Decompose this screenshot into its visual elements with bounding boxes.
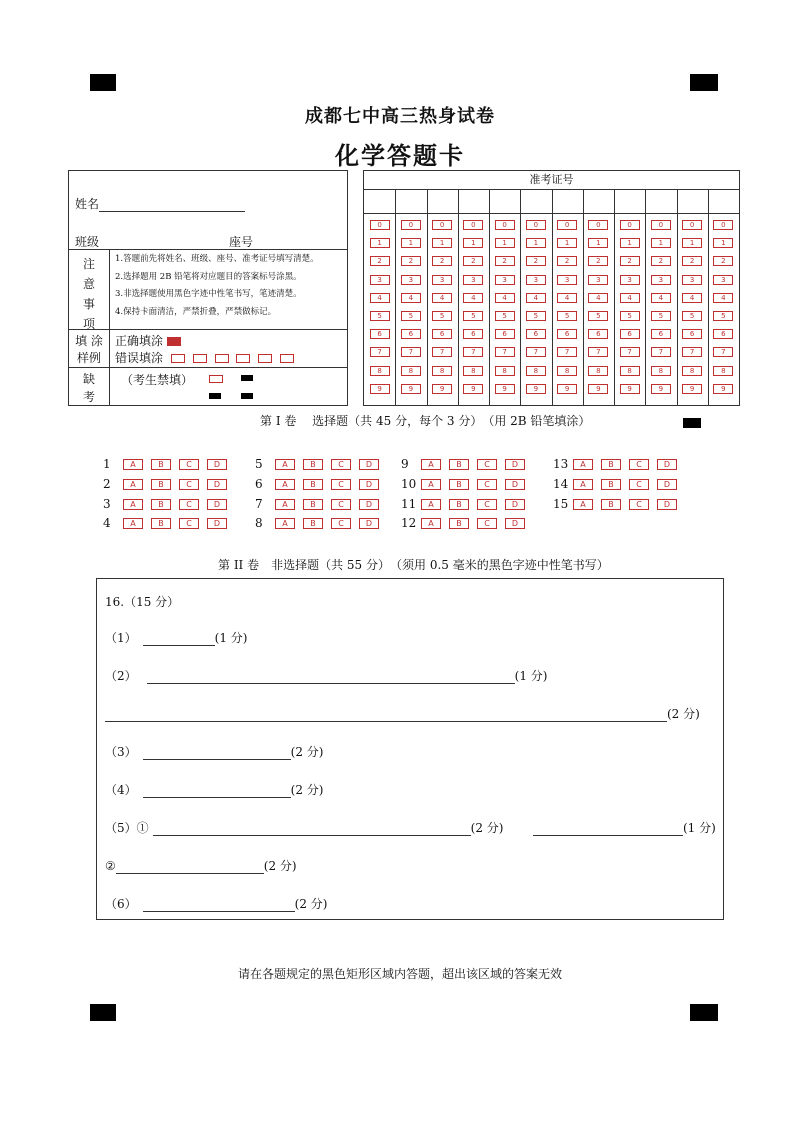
school-title: 成都七中高三热身试卷 [305, 106, 495, 127]
option-bubble[interactable]: C [629, 499, 649, 510]
choice-question [553, 477, 685, 491]
position-mark-section [683, 418, 701, 428]
option-bubble[interactable]: D [359, 459, 379, 470]
exam-digit-bubble[interactable]: 7 [526, 347, 546, 357]
option-bubble[interactable]: C [477, 499, 497, 510]
option-bubble[interactable]: A [421, 479, 441, 490]
notice-word-1: 注 [82, 257, 95, 271]
absent-mark [209, 393, 221, 399]
exam-digit-bubble[interactable]: 2 [713, 256, 733, 266]
exam-digit-bubble[interactable]: 5 [682, 311, 702, 321]
card-title: 化学答题卡 [335, 141, 465, 170]
part-4-line[interactable]: （4） (2 分) [105, 783, 324, 797]
question-number: 8 [255, 516, 263, 530]
exam-digit-bubble[interactable]: 7 [401, 347, 421, 357]
option-bubble[interactable]: D [359, 499, 379, 510]
exam-digit-bubble[interactable]: 3 [651, 275, 671, 285]
choice-question [553, 497, 685, 511]
exam-digit-bubble[interactable]: 3 [495, 275, 515, 285]
exam-digit-bubble[interactable]: 9 [557, 384, 577, 394]
exam-digit-bubble[interactable]: 8 [651, 366, 671, 376]
exam-digit-bubble[interactable]: 4 [401, 293, 421, 303]
question-number: 15 [553, 497, 569, 511]
option-bubble[interactable]: D [207, 518, 227, 529]
option-bubble[interactable]: B [151, 479, 171, 490]
position-mark-bottom-right [690, 1004, 718, 1021]
exam-digit-bubble[interactable]: 1 [463, 238, 483, 248]
exam-digit-bubble[interactable]: 0 [401, 220, 421, 230]
exam-digit-bubble[interactable]: 7 [588, 347, 608, 357]
question-number: 14 [553, 477, 569, 491]
exam-digit-bubble[interactable]: 0 [526, 220, 546, 230]
position-mark-top-right [690, 74, 718, 91]
option-bubble[interactable]: A [275, 459, 295, 470]
exam-digit-bubble[interactable]: 9 [588, 384, 608, 394]
option-bubble[interactable]: D [359, 479, 379, 490]
question-16-title: 16.（15 分） [105, 595, 180, 609]
exam-digit-bubble[interactable]: 5 [651, 311, 671, 321]
exam-digit-bubble[interactable]: 0 [651, 220, 671, 230]
option-bubble[interactable]: C [331, 518, 351, 529]
absent-note: （考生禁填） [121, 373, 194, 387]
exam-digit-bubble[interactable]: 4 [557, 293, 577, 303]
option-bubble[interactable]: B [601, 459, 621, 470]
exam-digit-bubble[interactable]: 6 [651, 329, 671, 339]
exam-digit-bubble[interactable]: 8 [713, 366, 733, 376]
exam-digit-bubble[interactable]: 5 [463, 311, 483, 321]
option-bubble[interactable]: D [505, 459, 525, 470]
notice-word-4: 项 [82, 317, 95, 331]
exam-digit-bubble[interactable]: 2 [651, 256, 671, 266]
position-mark-top-left [90, 74, 116, 91]
option-bubble[interactable]: D [657, 499, 677, 510]
exam-digit-bubble[interactable]: 3 [401, 275, 421, 285]
exam-digit-bubble[interactable]: 8 [401, 366, 421, 376]
choice-question [401, 457, 533, 471]
option-bubble[interactable]: A [275, 479, 295, 490]
exam-digit-bubble[interactable]: 0 [588, 220, 608, 230]
option-bubble[interactable]: D [505, 499, 525, 510]
option-bubble[interactable]: C [331, 479, 351, 490]
choice-question [103, 516, 235, 530]
option-bubble[interactable]: C [179, 499, 199, 510]
question-number: 3 [103, 497, 111, 511]
option-bubble[interactable]: A [275, 518, 295, 529]
exam-digit-bubble[interactable]: 6 [463, 329, 483, 339]
exam-digit-bubble[interactable]: 2 [370, 256, 390, 266]
exam-digit-bubble[interactable]: 5 [588, 311, 608, 321]
question-number: 12 [401, 516, 417, 530]
exam-digit-bubble[interactable]: 1 [526, 238, 546, 248]
question-number: 6 [255, 477, 263, 491]
exam-digit-bubble[interactable]: 1 [370, 238, 390, 248]
part-2-continued-line[interactable]: (2 分) [105, 705, 700, 722]
option-bubble[interactable]: D [657, 459, 677, 470]
question-number: 13 [553, 457, 569, 471]
exam-digit-bubble[interactable]: 2 [588, 256, 608, 266]
cross-bubble-icon [215, 354, 229, 363]
question-number: 9 [401, 457, 409, 471]
exam-digit-bubble[interactable]: 8 [370, 366, 390, 376]
exam-digit-bubble[interactable]: 9 [432, 384, 452, 394]
exam-digit-bubble[interactable]: 1 [495, 238, 515, 248]
question-number: 7 [255, 497, 263, 511]
exam-digit-bubble[interactable]: 4 [620, 293, 640, 303]
choice-question [255, 497, 387, 511]
question-number: 1 [103, 457, 111, 471]
exam-digit-bubble[interactable]: 5 [557, 311, 577, 321]
position-mark-bottom-left [90, 1004, 116, 1021]
exam-number-grid [363, 170, 740, 406]
answer-area-q16 [96, 578, 724, 920]
exam-digit-bubble[interactable]: 7 [495, 347, 515, 357]
part-6-line[interactable]: （6） (2 分) [105, 897, 328, 911]
exam-digit-bubble[interactable]: 1 [432, 238, 452, 248]
option-bubble[interactable]: C [477, 518, 497, 529]
exam-digit-bubble[interactable]: 1 [651, 238, 671, 248]
exam-digit-bubble[interactable]: 5 [620, 311, 640, 321]
circle-bubble-icon [258, 354, 272, 363]
half-bubble-icon [280, 354, 294, 363]
correct-fill-sample: 正确填涂 [115, 332, 181, 349]
exam-digit-bubble[interactable]: 8 [588, 366, 608, 376]
exam-digit-bubble[interactable]: 1 [401, 238, 421, 248]
exam-digit-bubble[interactable]: 5 [713, 311, 733, 321]
exam-digit-bubble[interactable]: 4 [370, 293, 390, 303]
exam-digit-bubble[interactable]: 6 [526, 329, 546, 339]
seat-field[interactable]: 座号 [229, 233, 319, 250]
exam-digit-bubble[interactable]: 6 [370, 329, 390, 339]
exam-digit-bubble[interactable]: 8 [432, 366, 452, 376]
option-bubble[interactable]: B [449, 459, 469, 470]
absent-mark [241, 393, 253, 399]
exam-digit-bubble[interactable]: 5 [495, 311, 515, 321]
name-field[interactable]: 姓名 [75, 195, 245, 212]
exam-digit-bubble[interactable]: 7 [651, 347, 671, 357]
option-bubble[interactable]: C [477, 459, 497, 470]
option-bubble[interactable]: B [303, 479, 323, 490]
option-bubble[interactable]: C [179, 479, 199, 490]
absent-word-2: 考 [82, 390, 95, 404]
option-bubble[interactable]: A [573, 479, 593, 490]
option-bubble[interactable]: D [207, 499, 227, 510]
section1-title: 第 I 卷 选择题（共 45 分，每个 3 分） （用 2B 铅笔填涂） [260, 414, 591, 428]
exam-digit-bubble[interactable]: 3 [682, 275, 702, 285]
option-bubble[interactable]: B [303, 499, 323, 510]
exam-digit-bubble[interactable]: 4 [526, 293, 546, 303]
slash-bubble-icon [193, 354, 207, 363]
fill-sample-word-1: 填 涂 [75, 334, 103, 348]
exam-digit-bubble[interactable]: 9 [651, 384, 671, 394]
absent-bubble[interactable] [209, 375, 223, 383]
exam-digit-bubble[interactable]: 0 [463, 220, 483, 230]
option-bubble[interactable]: A [421, 518, 441, 529]
student-info-box [68, 170, 348, 406]
exam-digit-bubble[interactable]: 3 [588, 275, 608, 285]
exam-digit-bubble[interactable]: 9 [401, 384, 421, 394]
exam-digit-bubble[interactable]: 0 [495, 220, 515, 230]
exam-digit-bubble[interactable]: 7 [370, 347, 390, 357]
exam-digit-bubble[interactable]: 0 [432, 220, 452, 230]
option-bubble[interactable]: D [207, 479, 227, 490]
filled-bubble-icon [167, 337, 181, 346]
option-bubble[interactable]: C [179, 518, 199, 529]
exam-digit-bubble[interactable]: 8 [620, 366, 640, 376]
exam-digit-bubble[interactable]: 2 [495, 256, 515, 266]
exam-digit-bubble[interactable]: 6 [682, 329, 702, 339]
exam-digit-bubble[interactable]: 9 [463, 384, 483, 394]
option-bubble[interactable]: A [123, 479, 143, 490]
dot-bubble-icon [236, 354, 250, 363]
option-bubble[interactable]: A [275, 499, 295, 510]
question-number: 10 [401, 477, 417, 491]
exam-digit-bubble[interactable]: 3 [713, 275, 733, 285]
choice-question [103, 457, 235, 471]
choice-question [255, 516, 387, 530]
option-bubble[interactable]: B [151, 518, 171, 529]
exam-digit-bubble[interactable]: 7 [557, 347, 577, 357]
choice-question [401, 497, 533, 511]
question-number: 5 [255, 457, 263, 471]
part-3-line[interactable]: （3） (2 分) [105, 745, 324, 759]
class-field[interactable]: 班级 [75, 233, 203, 250]
exam-digit-bubble[interactable]: 4 [682, 293, 702, 303]
option-bubble[interactable]: C [331, 499, 351, 510]
exam-digit-bubble[interactable]: 0 [370, 220, 390, 230]
exam-digit-bubble[interactable]: 8 [463, 366, 483, 376]
option-bubble[interactable]: B [303, 518, 323, 529]
exam-digit-bubble[interactable]: 3 [463, 275, 483, 285]
exam-digit-bubble[interactable]: 1 [588, 238, 608, 248]
exam-digit-bubble[interactable]: 7 [713, 347, 733, 357]
exam-digit-bubble[interactable]: 5 [401, 311, 421, 321]
choice-question [255, 457, 387, 471]
exam-digit-bubble[interactable]: 8 [557, 366, 577, 376]
option-bubble[interactable]: C [477, 479, 497, 490]
part-2-line[interactable]: （2） (1 分) [105, 669, 548, 683]
exam-digit-bubble[interactable]: 6 [620, 329, 640, 339]
part-5-sub-2-line[interactable]: ② (2 分) [105, 859, 297, 873]
exam-digit-bubble[interactable]: 2 [682, 256, 702, 266]
option-bubble[interactable]: B [601, 479, 621, 490]
exam-digit-bubble[interactable]: 0 [682, 220, 702, 230]
notice-word-3: 事 [82, 297, 95, 311]
exam-digit-bubble[interactable]: 1 [620, 238, 640, 248]
exam-digit-bubble[interactable]: 8 [682, 366, 702, 376]
part-5-line[interactable]: （5）① (2 分) [105, 821, 504, 835]
exam-digit-bubble[interactable]: 4 [432, 293, 452, 303]
exam-digit-bubble[interactable]: 9 [682, 384, 702, 394]
exam-digit-bubble[interactable]: 6 [588, 329, 608, 339]
choice-question [103, 477, 235, 491]
option-bubble[interactable]: D [505, 518, 525, 529]
option-bubble[interactable]: A [123, 499, 143, 510]
exam-digit-bubble[interactable]: 1 [682, 238, 702, 248]
option-bubble[interactable]: B [151, 459, 171, 470]
exam-digit-bubble[interactable]: 3 [620, 275, 640, 285]
exam-digit-bubble[interactable]: 3 [557, 275, 577, 285]
option-bubble[interactable]: C [629, 479, 649, 490]
exam-digit-bubble[interactable]: 3 [370, 275, 390, 285]
exam-digit-bubble[interactable]: 4 [651, 293, 671, 303]
exam-digit-bubble[interactable]: 0 [557, 220, 577, 230]
exam-digit-bubble[interactable]: 2 [401, 256, 421, 266]
choice-question [401, 516, 533, 530]
option-bubble[interactable]: A [123, 518, 143, 529]
part-5-second-blank[interactable]: (1 分) [533, 819, 716, 836]
option-bubble[interactable]: D [359, 518, 379, 529]
exam-digit-bubble[interactable]: 6 [401, 329, 421, 339]
choice-question [401, 477, 533, 491]
check-mark-bubble-icon [171, 354, 185, 363]
exam-digit-bubble[interactable]: 9 [713, 384, 733, 394]
option-bubble[interactable]: C [179, 459, 199, 470]
exam-digit-bubble[interactable]: 2 [620, 256, 640, 266]
option-bubble[interactable]: C [331, 459, 351, 470]
option-bubble[interactable]: B [303, 459, 323, 470]
exam-digit-bubble[interactable]: 3 [432, 275, 452, 285]
choice-question [103, 497, 235, 511]
notice-list: 1.答题前先将姓名、班级、座号、准考证号填写清楚。 2.选择题用 2B 铅笔将对应题目的答案标号涂黑。 3.非选择题使用黑色字迹中性笔书写，笔迹清楚。 4.保持卡面清洁，严禁折叠，严禁做标记。 [115, 254, 319, 317]
exam-digit-bubble[interactable]: 6 [713, 329, 733, 339]
section2-title: 第 II 卷 非选择题（共 55 分） （须用 0.5 毫米的黑色字迹中性笔书写） [218, 558, 609, 572]
fill-sample-word-2: 样例 [76, 351, 101, 365]
exam-digit-bubble[interactable]: 9 [620, 384, 640, 394]
exam-digit-bubble[interactable]: 6 [432, 329, 452, 339]
exam-digit-bubble[interactable]: 0 [713, 220, 733, 230]
option-bubble[interactable]: D [505, 479, 525, 490]
option-bubble[interactable]: A [421, 499, 441, 510]
question-number: 11 [401, 497, 417, 511]
exam-digit-bubble[interactable]: 5 [526, 311, 546, 321]
exam-digit-bubble[interactable]: 5 [432, 311, 452, 321]
option-bubble[interactable]: B [601, 499, 621, 510]
exam-digit-bubble[interactable]: 8 [526, 366, 546, 376]
option-bubble[interactable]: A [573, 499, 593, 510]
absent-word-1: 缺 [82, 372, 95, 386]
exam-digit-bubble[interactable]: 1 [713, 238, 733, 248]
exam-digit-bubble[interactable]: 7 [682, 347, 702, 357]
exam-digit-bubble[interactable]: 6 [557, 329, 577, 339]
exam-digit-bubble[interactable]: 4 [713, 293, 733, 303]
exam-digit-bubble[interactable]: 9 [526, 384, 546, 394]
exam-digit-bubble[interactable]: 7 [432, 347, 452, 357]
choice-question [255, 477, 387, 491]
option-bubble[interactable]: B [449, 479, 469, 490]
part-1-line[interactable]: （1） (1 分) [105, 631, 248, 645]
exam-digit-bubble[interactable]: 0 [620, 220, 640, 230]
exam-digit-bubble[interactable]: 2 [463, 256, 483, 266]
exam-digit-bubble[interactable]: 9 [495, 384, 515, 394]
exam-digit-bubble[interactable]: 5 [370, 311, 390, 321]
option-bubble[interactable]: B [151, 499, 171, 510]
option-bubble[interactable]: A [123, 459, 143, 470]
exam-digit-bubble[interactable]: 7 [463, 347, 483, 357]
question-number: 4 [103, 516, 111, 530]
notice-word-2: 意 [82, 277, 95, 291]
exam-digit-bubble[interactable]: 2 [432, 256, 452, 266]
option-bubble[interactable]: C [629, 459, 649, 470]
option-bubble[interactable]: B [449, 518, 469, 529]
wrong-fill-sample: 错误填涂 [115, 349, 294, 366]
exam-digit-bubble[interactable]: 4 [463, 293, 483, 303]
option-bubble[interactable]: D [657, 479, 677, 490]
footer-note: 请在各题规定的黑色矩形区域内答题，超出该区域的答案无效 [237, 967, 562, 981]
option-bubble[interactable]: D [207, 459, 227, 470]
exam-digit-bubble[interactable]: 9 [370, 384, 390, 394]
exam-digit-bubble[interactable]: 2 [526, 256, 546, 266]
absent-mark [241, 375, 253, 381]
option-bubble[interactable]: B [449, 499, 469, 510]
exam-digit-bubble[interactable]: 3 [526, 275, 546, 285]
option-bubble[interactable]: A [573, 459, 593, 470]
exam-digit-bubble[interactable]: 1 [557, 238, 577, 248]
question-number: 2 [103, 477, 111, 491]
exam-digit-bubble[interactable]: 6 [495, 329, 515, 339]
choice-question [553, 457, 685, 471]
exam-digit-bubble[interactable]: 8 [495, 366, 515, 376]
exam-digit-bubble[interactable]: 2 [557, 256, 577, 266]
exam-digit-bubble[interactable]: 4 [495, 293, 515, 303]
option-bubble[interactable]: A [421, 459, 441, 470]
exam-digit-bubble[interactable]: 4 [588, 293, 608, 303]
exam-digit-bubble[interactable]: 7 [620, 347, 640, 357]
exam-number-title: 准考证号 [364, 171, 739, 190]
